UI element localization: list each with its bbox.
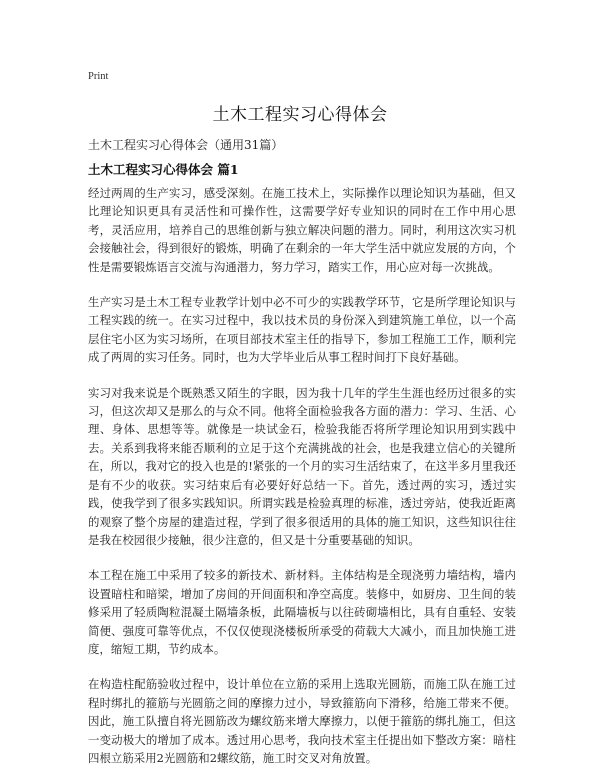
section-heading: 土木工程实习心得体会 篇1 bbox=[88, 162, 239, 177]
document-subtitle: 土木工程实习心得体会（通用31篇） bbox=[88, 138, 284, 152]
paragraph: 本工程在施工中采用了较多的新技术、新材料。主体结构是全现浇剪力墙结构，墙内设置暗柱和暗梁，增加了房间的开间面积和净空高度。装修中，如厨房、卫生间的装修采用了轻质陶粒混凝土隔墙条板，此隔墙板与以往砖砌墙相比，具有自重轻、安装简便、强度可靠等优点，不仅仅使现浇楼板所承受的荷载大大减小，而且加快施工进度，缩短工期，节约成本。 bbox=[88, 568, 516, 656]
page-title: 土木工程实习心得体会 bbox=[212, 105, 388, 125]
print-link[interactable]: Print bbox=[88, 71, 109, 82]
paragraph: 经过两周的生产实习，感受深刻。在施工技术上，实际操作以理论知识为基础，但又比理论知识更具有灵活性和可操作性，这需要学好专业知识的同时在工作中用心思考，灵活应用，培养自己的思维创新与独立解决问题的潜力。同时，利用这次实习机会接触社会，得到很好的锻炼，明确了在剩余的一年大学生活中就应发展的方向，个性是需要锻炼语言交流与沟通潜力，努力学习，踏实工作，用心应对每一次挑战。 bbox=[88, 186, 516, 274]
paragraph: 生产实习是土木工程专业教学计划中必不可少的实践教学环节，它是所学理论知识与工程实践的统一。在实习过程中，我以技术员的身份深入到建筑施工单位，以一个高层住宅小区为实习场所，在项目部技术室主任的指导下，参加工程施工工作，顺利完成了两周的实习任务。同时，也为大学毕业后从事工程时间打下良好基础。 bbox=[88, 295, 516, 365]
paragraph: 实习对我来说是个既熟悉又陌生的字眼，因为我十几年的学生生涯也经历过很多的实习，但这次却又是那么的与众不同。他将全面检验我各方面的潜力：学习、生活、心理、身体、思想等等。就像是一块试金石，检验我能否将所学理论知识用到实践中去。关系到我将来能否顺利的立足于这个充满挑战的社会，也是我建立信心的关键所在，所以，我对它的投入也是的!紧张的一个月的实习生活结束了，在这半多月里我还是有不少的收获。实习结束后有必要好好总结一下。首先，透过两的实习，透过实践，使我学到了很多实践知识。所谓实践是检验真理的标准，透过旁站，使我近距离的观察了整个房屋的建造过程，学到了很多很适用的具体的施工知识，这些知识往往是我在校园很少接触，很少注意的，但又是十分重要基础的知识。 bbox=[88, 385, 516, 547]
document-body bbox=[88, 184, 516, 784]
paragraph: 在构造柱配筋验收过程中，设计单位在立筋的采用上选取光圆筋，而施工队在施工过程时绑扎的箍筋与光圆筋之间的摩擦力过小，导致箍筋向下滑移，给施工带来不便。因此，施工队擅自将光圆筋改为螺纹筋来增大摩擦力，以便于箍筋的绑扎施工，但这一变动极大的增加了成本。透过用心思考，我向技术室主任提出如下整改方案：暗柱四根立筋采用2光圆筋和2螺纹筋，施工时交叉对角放置。 bbox=[88, 677, 516, 765]
